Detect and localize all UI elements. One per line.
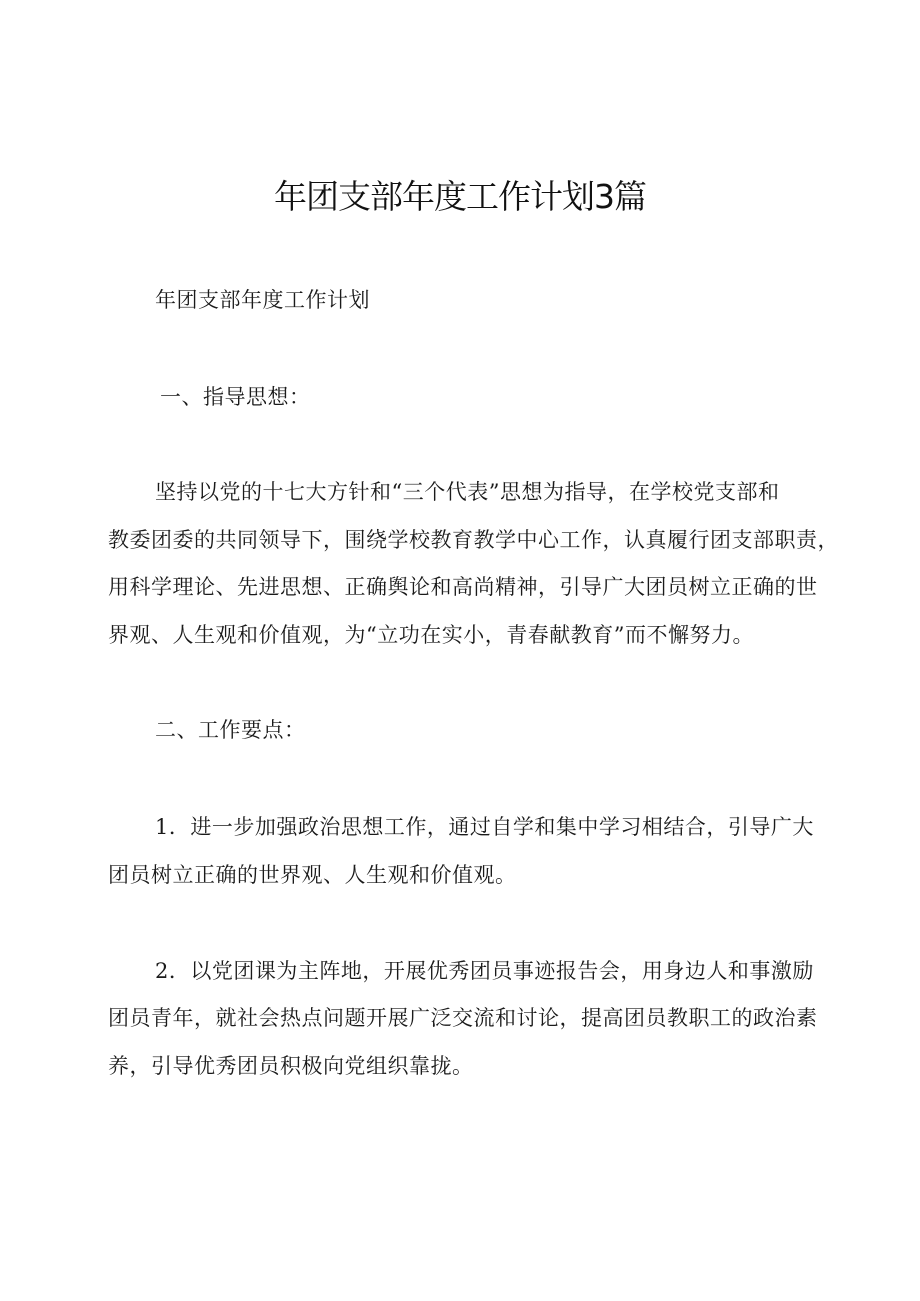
section1-paragraph-line-4: 界观、人生观和价值观，为“立功在实小，青春献教育”而不懈努力。 [108,623,754,647]
section1-paragraph-line-3: 用科学理论、先进思想、正确舆论和高尚精神，引导广大团员树立正确的世 [108,575,818,599]
document-subtitle: 年团支部年度工作计划 [155,288,370,312]
section1-paragraph-line-1: 坚持以党的十七大方针和“三个代表”思想为指导，在学校党支部和 [155,480,780,504]
section2-heading: 二、工作要点： [155,718,306,742]
document-title: 年团支部年度工作计划3篇 [274,177,646,216]
section1-heading: 一、指导思想： [160,385,311,409]
section2-item2-line-3: 养，引导优秀团员积极向党组织靠拢。 [108,1054,474,1078]
section2-item2-line-2: 团员青年，就社会热点问题开展广泛交流和讨论，提高团员教职工的政治素 [108,1006,818,1030]
section2-item1-line-1: 1．进一步加强政治思想工作，通过自学和集中学习相结合，引导广大 [155,815,814,839]
section2-item2-line-1: 2．以党团课为主阵地，开展优秀团员事迹报告会，用身边人和事激励 [155,959,814,983]
section2-item1-line-2: 团员树立正确的世界观、人生观和价值观。 [108,863,517,887]
section1-paragraph-line-2: 教委团委的共同领导下，围绕学校教育教学中心工作，认真履行团支部职责， [108,528,839,552]
